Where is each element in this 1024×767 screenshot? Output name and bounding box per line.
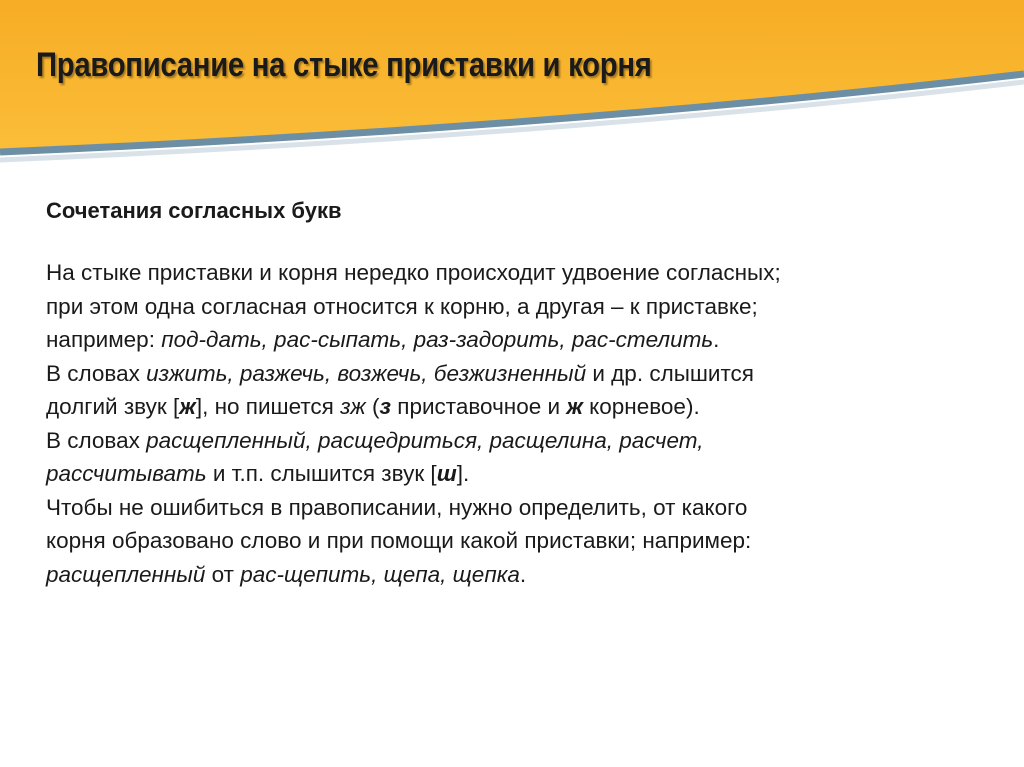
- text-line: [46, 457, 996, 491]
- example-word: ш: [436, 461, 457, 486]
- text-line: [46, 357, 996, 391]
- text-line: [46, 323, 996, 357]
- text-segment: и т.п. слышится звук [: [206, 461, 437, 486]
- text-line: [46, 524, 996, 558]
- text-segment: (: [365, 394, 380, 419]
- example-word: ж: [566, 394, 583, 419]
- text-segment: ].: [456, 461, 470, 486]
- text-segment: корневое).: [582, 394, 700, 419]
- text-segment: .: [713, 327, 720, 352]
- text-segment: при этом одна согласная относится к корню, а другая – к приставке;: [46, 293, 758, 319]
- example-word: расщепленный, расщедриться, расщелина, расчет,: [146, 427, 704, 453]
- example-word: ж: [179, 394, 196, 419]
- text-line: [46, 290, 996, 324]
- example-word: под-дать, рас-сыпать, раз-задорить, рас-стелить: [161, 327, 714, 352]
- text-segment: от: [205, 561, 241, 587]
- text-segment: В словах: [46, 360, 147, 386]
- example-word: рас-щепить, щепа, щепка: [240, 561, 520, 587]
- slide-subtitle: Сочетания согласных букв: [46, 198, 342, 223]
- text-segment: На стыке приставки и корня нередко происходит удвоение согласных;: [46, 260, 781, 285]
- text-segment: например:: [46, 327, 162, 352]
- slide-title: Правописание на стыке приставки и корня: [36, 46, 652, 84]
- text-segment: .: [519, 561, 527, 587]
- body-paragraph: [46, 256, 996, 591]
- slide-content: [46, 198, 996, 591]
- text-segment: корня образовано слово и при помощи какой приставки; например:: [46, 528, 752, 553]
- text-line: [46, 424, 996, 458]
- example-word: расщепленный: [46, 561, 206, 587]
- text-line: [46, 491, 996, 525]
- text-segment: ], но пишется: [195, 394, 341, 419]
- text-line: [46, 558, 996, 592]
- example-word: зж: [340, 394, 366, 419]
- text-segment: приставочное и: [391, 394, 567, 419]
- text-segment: долгий звук [: [46, 394, 180, 419]
- text-segment: и др. слышится: [586, 360, 754, 386]
- example-word: рассчитывать: [46, 461, 207, 486]
- text-line: [46, 390, 996, 424]
- text-segment: Чтобы не ошибиться в правописании, нужно определить, от какого: [46, 494, 748, 520]
- header-banner: [0, 0, 1024, 180]
- text-segment: В словах: [46, 427, 147, 453]
- example-word: изжить, разжечь, возжечь, безжизненный: [146, 360, 587, 386]
- text-line: [46, 256, 996, 290]
- example-word: з: [379, 394, 392, 419]
